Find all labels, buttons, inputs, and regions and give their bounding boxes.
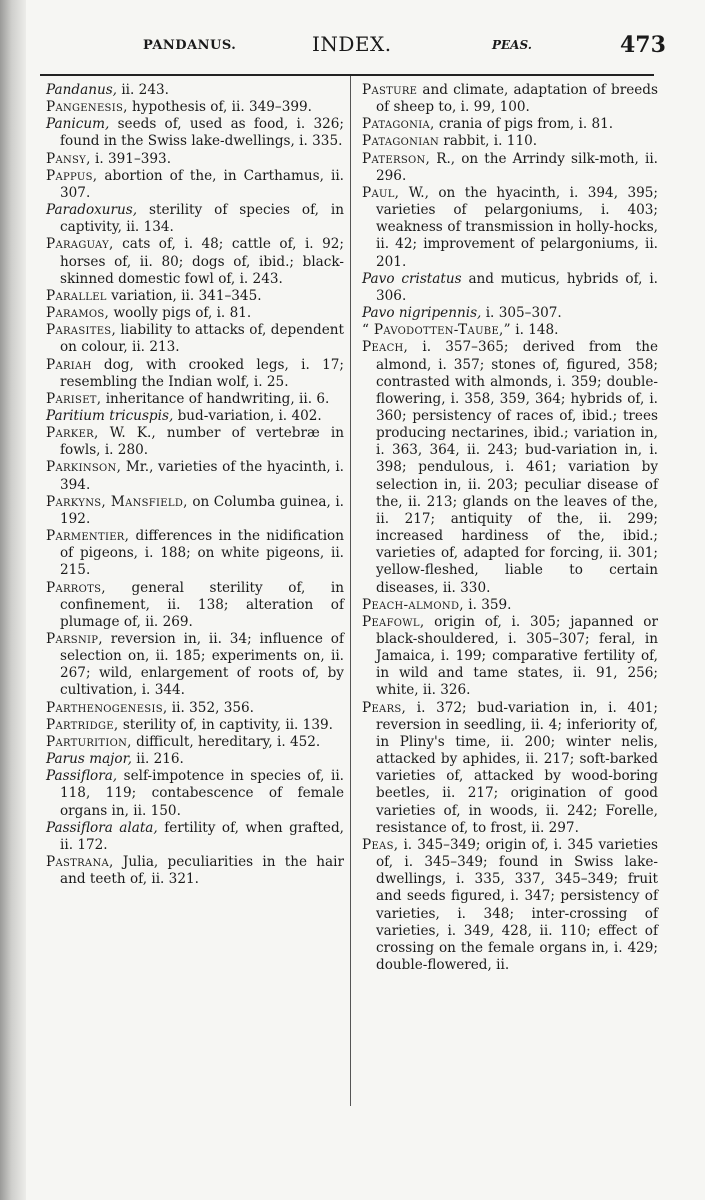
entry-heading: Paterson, <box>362 150 431 167</box>
running-header <box>0 32 705 66</box>
entry-heading: Paul, <box>362 184 400 201</box>
entry-heading: Pavo nigripennis, <box>362 305 482 322</box>
entry-heading: Patagonia, <box>362 116 435 133</box>
index-entry <box>362 700 658 837</box>
entry-text: cats of, i. 48; cattle of, i. 92; horses of, ii. 80; dogs of, ibid.; black-skinned domestic fowl of, i. 243. <box>60 236 344 287</box>
entry-heading: Peach-almond, <box>362 596 464 613</box>
index-entry <box>46 236 344 287</box>
entry-heading: Paritium tricuspis, <box>46 407 174 424</box>
header-rule <box>40 74 654 76</box>
index-entry <box>46 151 344 168</box>
entry-text: and climate, adaptation of breeds of sheep to, i. 99, 100. <box>376 82 658 116</box>
entry-text: bud-variation, i. 402. <box>173 407 322 424</box>
entry-heading: Pavo cristatus <box>362 270 462 287</box>
index-entry <box>46 751 344 768</box>
entry-heading: Pasture <box>362 82 418 98</box>
entry-heading: Pandanus, <box>46 82 118 98</box>
entry-heading: Passiflora alata, <box>46 819 158 836</box>
entry-text: ii. 243. <box>117 82 169 98</box>
index-entry <box>46 494 344 528</box>
header-title: INDEX. <box>312 32 392 56</box>
index-entry <box>46 768 344 819</box>
entry-heading: Peas, <box>362 836 399 853</box>
entry-heading: Pansy, <box>46 150 91 167</box>
index-entry <box>46 168 344 202</box>
entry-text: differences in the nidification of pigeons, i. 188; on white pigeons, ii. 215. <box>60 528 344 579</box>
header-left-word: PANDANUS. <box>143 38 237 53</box>
entry-text: sterility of, in captivity, ii. 139. <box>118 716 333 733</box>
index-column-left <box>46 82 344 888</box>
entry-heading: Parus major, <box>46 751 132 768</box>
entry-heading: Pears, <box>362 699 407 716</box>
index-entry <box>46 854 344 888</box>
entry-heading: Pappus, <box>46 167 98 184</box>
entry-heading: “ Pavodotten-Taube,” <box>362 322 511 339</box>
index-entry <box>362 339 658 596</box>
entry-text: crania of pigs from, i. 81. <box>434 116 614 133</box>
index-entry <box>362 151 658 185</box>
entry-text: Julia, peculiarities in the hair and teeth of, ii. 321. <box>60 854 344 888</box>
header-right-word: PEAS. <box>492 38 532 52</box>
index-entry <box>46 82 344 99</box>
index-entry <box>46 459 344 493</box>
entry-text: i. 359. <box>463 596 512 613</box>
book-spine-shadow <box>0 0 26 1200</box>
entry-text: i. 148. <box>510 322 559 339</box>
entry-text: reversion in, ii. 34; influence of selection on, ii. 185; experiments on, ii. 267; wild, enlargement of roots of, by cultivation, i. 344. <box>60 631 344 699</box>
index-entry <box>46 717 344 734</box>
entry-text: i. 357–365; derived from the almond, i. 357; stones of, figured, 358; contrasted with almonds, i. 359; double-flowering, i. 358, 359, 364; hybrids of, i. 360; persistency of races of, ibid.; trees producing nectarines, ibid.; variation in, i. 363, 364, ii. 243; bud-variation in, i. 398; pendulous, i. 461; variation by selection in, ii. 203; peculiar disease of the, ii. 213; glands on the leaves of the, ii. 217; antiquity of the, ii. 299; increased hardiness of the, ibid.; varieties of, adapted for forcing, ii. 301; yellow-fleshed, liable to certain diseases, ii. 330. <box>376 339 658 596</box>
entry-heading: Pangenesis, <box>46 99 128 116</box>
entry-text: fertility of, when grafted, ii. 172. <box>60 819 344 853</box>
entry-heading: Parsnip, <box>46 631 103 647</box>
index-entry <box>46 357 344 391</box>
entry-heading: Parasites, <box>46 322 117 339</box>
entry-heading: Pariset, <box>46 390 102 407</box>
entry-text: i. 305–307. <box>481 305 562 322</box>
entry-text: difficult, hereditary, i. 452. <box>131 733 321 750</box>
index-entry <box>46 425 344 459</box>
entry-text: variation, ii. 341–345. <box>106 287 262 304</box>
entry-heading: Pariah <box>46 356 92 373</box>
index-entry <box>46 408 344 425</box>
entry-text: and muticus, hybrids of, i. 306. <box>376 270 658 304</box>
entry-text: i. 345–349; origin of, i. 345 varieties of, i. 345–349; found in Swiss lake-dwellings, i. 335, 337, 345–349; fruit and seeds figured, i. 347; persistency of varieties, i. 348; inter-crossing of varieties, i. 349, 428, ii. 110; effect of crossing on the female organs in, i. 429; double-flowered, ii. <box>376 836 658 973</box>
entry-text: Mr., varieties of the hyacinth, i. 394. <box>60 459 344 493</box>
entry-text: i. 372; bud-variation in, i. 401; reversion in seedling, ii. 4; inferiority of, in Pliny's time, ii. 200; winter nelis, attacked by aphides, ii. 217; soft-barked varieties of, attacked by wood-boring beetles, ii. 217; origination of good varieties of, in woods, ii. 242; Forelle, resistance of, to frost, ii. 297. <box>376 699 658 836</box>
entry-text: on Columba guinea, i. 192. <box>60 493 344 527</box>
entry-text: dog, with crooked legs, i. 17; resembling the Indian wolf, i. 25. <box>60 356 344 390</box>
entry-text: ii. 352, 356. <box>167 699 254 716</box>
entry-heading: Panicum, <box>46 116 110 133</box>
entry-heading: Parallel <box>46 287 107 304</box>
index-entry <box>46 700 344 717</box>
index-entry <box>362 82 658 116</box>
entry-text: general sterility of, in confinement, ii. 138; alteration of plumage of, ii. 269. <box>60 579 344 630</box>
entry-heading: Passiflora, <box>46 768 118 785</box>
entry-text: sterility of species of, in captivity, ii. 134. <box>60 202 344 236</box>
index-entry <box>362 116 658 133</box>
index-entry <box>46 580 344 631</box>
index-entry <box>362 614 658 700</box>
entry-text: ii. 216. <box>131 751 184 768</box>
entry-text: W. K., number of vertebræ in fowls, i. 280. <box>60 425 344 459</box>
entry-heading: Paradoxurus, <box>46 202 138 219</box>
page-number: 473 <box>620 32 666 58</box>
entry-text: abortion of the, in Carthamus, ii. 307. <box>60 167 344 201</box>
index-entry <box>46 116 344 150</box>
index-entry <box>46 99 344 116</box>
entry-text: rabbit, i. 110. <box>439 133 538 150</box>
entry-heading: Parturition, <box>46 733 132 750</box>
index-entry <box>362 185 658 271</box>
entry-heading: Partridge, <box>46 716 119 733</box>
entry-heading: Peach, <box>362 339 409 356</box>
entry-text: liability to attacks of, dependent on colour, ii. 213. <box>60 322 344 356</box>
entry-text: inheritance of handwriting, ii. 6. <box>101 390 330 407</box>
index-entry <box>46 820 344 854</box>
entry-text: seeds of, used as food, i. 326; found in the Swiss lake-dwellings, i. 335. <box>60 116 344 150</box>
entry-text: W., on the hyacinth, i. 394, 395; varieties of pelargoniums, i. 403; weakness of transmission in holly-hocks, ii. 42; improvement of pelargoniums, ii. 201. <box>376 184 658 270</box>
index-entry <box>46 202 344 236</box>
entry-heading: Paramos, <box>46 305 110 322</box>
entry-heading: Parkinson, <box>46 459 122 476</box>
entry-text: i. 391–393. <box>90 150 172 167</box>
entry-text: hypothesis of, ii. 349–399. <box>127 99 312 116</box>
entry-heading: Parkyns, Mansfield, <box>46 493 188 510</box>
index-entry <box>362 271 658 305</box>
entry-heading: Parrots, <box>46 579 106 596</box>
entry-heading: Peafowl, <box>362 613 425 630</box>
entry-heading: Patagonian <box>362 133 440 150</box>
entry-heading: Parthenogenesis, <box>46 699 168 716</box>
column-divider <box>350 76 351 1106</box>
index-entry <box>362 133 658 150</box>
index-entry <box>362 322 658 339</box>
entry-text: origin of, i. 305; japanned or black-shouldered, i. 305–307; feral, in Jamaica, i. 199; comparative fertility of, in wild and tame states, ii. 91, 256; white, ii. 326. <box>376 613 658 699</box>
index-entry <box>46 288 344 305</box>
index-entry <box>46 528 344 579</box>
index-entry <box>46 391 344 408</box>
index-entry <box>46 322 344 356</box>
index-column-right <box>362 82 658 974</box>
entry-heading: Parker, <box>46 425 99 442</box>
entry-text: R., on the Arrindy silk-moth, ii. 296. <box>376 150 658 184</box>
index-entry <box>46 305 344 322</box>
entry-text: self-impotence in species of, ii. 118, 119; contabescence of female organs in, ii. 150. <box>60 768 344 819</box>
entry-heading: Pastrana, <box>46 854 114 871</box>
entry-text: woolly pigs of, i. 81. <box>109 305 252 322</box>
index-entry <box>362 597 658 614</box>
index-entry <box>46 631 344 700</box>
index-entry <box>362 837 658 974</box>
index-entry <box>46 734 344 751</box>
entry-heading: Paraguay, <box>46 236 114 253</box>
entry-heading: Parmentier, <box>46 528 130 545</box>
index-entry <box>362 305 658 322</box>
